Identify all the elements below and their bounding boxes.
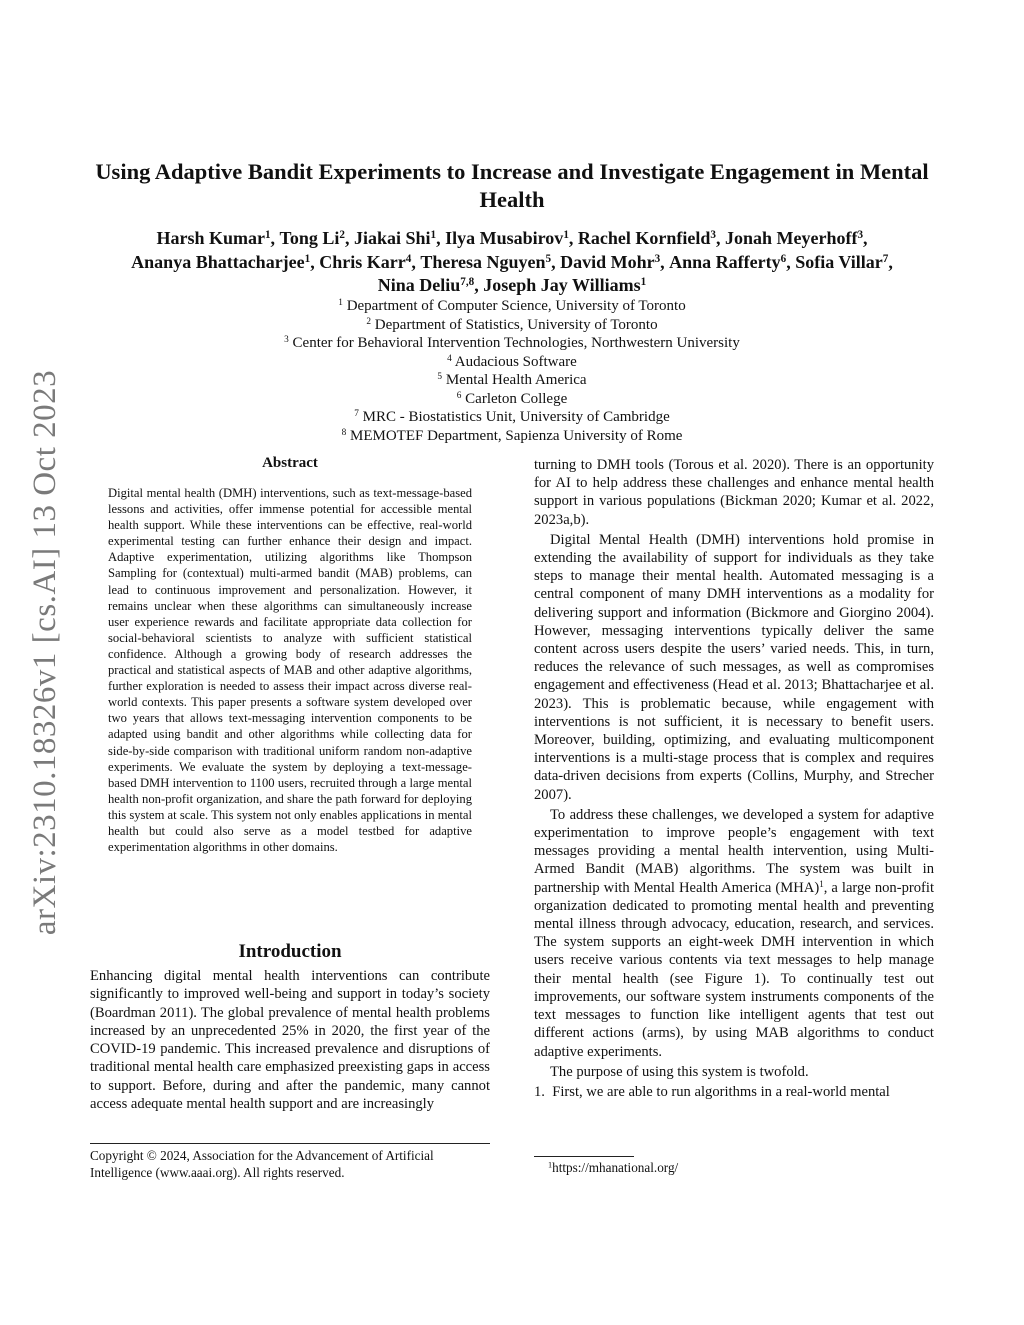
author: Sofia Villar$^7$, <box>795 251 893 272</box>
introduction-text: Enhancing digital mental health interventions can contribute significantly to improved well-being and support in today’s society (Boardman 2011). The global prevalence of mental health problems increased by an unprecedented 25% in 2020, the first year of the COVID-19 pandemic. This increased prevalence and disruptions of traditional mental health care emphasized preexisting gaps in access to support. Before, during and after the pandemic, many cannot access adequate mental health support and are increasingly <box>90 968 490 1113</box>
author-list <box>100 227 924 298</box>
arxiv-stamp-text: arXiv:2310.18326v1 [cs.AI] 13 Oct 2023 <box>27 369 64 936</box>
author: Ilya Musabirov$^1$, <box>445 228 578 248</box>
paragraph: To address these challenges, we developed a system for adaptive experimentation to improve people’s engagement with text messages providing a mental health intervention, using Multi-Armed Bandit (MAB) algorithms. The system was built in partnership with Mental Health America (MHA)$^1$, a large non-profit organization dedicated to promoting mental health and preventing mental illness through advocacy, education, research, and services. The system supports an eight-week DMH intervention in which users receive various contents via text messages to help manage their mental health (see Figure 1). To continually test out improvements, our software system instruments components of the text messages to function like intelligent agents that test out different actions (arms), by using MAB algorithms to conduct adaptive experiments. <box>534 806 935 1060</box>
author: Theresa Nguyen$^5$, <box>420 251 561 272</box>
list-item: 1. First, we are able to run algorithms in a real-world mental <box>534 1083 890 1100</box>
footnote-link[interactable]: https://mhanational.org/ <box>552 1160 679 1175</box>
author: Ananya Bhattacharjee$^1$, <box>131 251 320 272</box>
copyright-notice: Copyright © 2024, Association for the Advancement of Artificial Intelligence (www.aaai.org). All rights reserved. <box>90 1143 490 1181</box>
paragraph: turning to DMH tools (Torous et al. 2020). There is an opportunity for AI to help address these challenges and enhance mental health support in various populations (Bickman 2020; Kumar et al. 2022, 2023a,b). <box>534 457 934 528</box>
author: Jonah Meyerhoff$^3$, <box>724 228 868 248</box>
footnote: $^1$https://mhanational.org/ <box>548 1160 679 1175</box>
author: David Mohr$^3$, <box>560 251 670 272</box>
affiliation: $^3$ Center for Behavioral Intervention Technologies, Northwestern University <box>284 334 740 351</box>
author: Tong Li$^2$, <box>279 228 354 248</box>
affiliation: $^8$ MEMOTEF Department, Sapienza University of Rome <box>341 427 683 444</box>
affiliation: $^4$ Audacious Software <box>447 353 577 370</box>
abstract-text: Digital mental health (DMH) interventions, such as text-message-based lessons and activities, offer immense potential for accessible mental health support. While these interventions can be effective, real-world experimental testing can further enhance their design and impact. Adaptive experimentation, utilizing algorithms like Thompson Sampling for (contextual) multi-armed bandit (MAB) problems, can lead to continuous improvement and personalization. However, it remains unclear when these algorithms can simultaneously increase user experience rewards and facilitate appropriate data collection for social-behavioral scientists to analyze with sufficient statistical confidence. Although a growing body of research addresses the practical and statistical aspects of MAB and other adaptive algorithms, further exploration is needed to assess their impact across diverse real-world contexts. This paper presents a software system developed over two years that allows text-messaging intervention components to be adapted using bandit and other algorithms while collecting data for side-by-side comparison with traditional uniform random non-adaptive experiments. We evaluate the system by deploying a text-message-based DMH intervention to 1100 users, recruited through a large mental health non-profit organization, and share the path forward for deploying this system at scale. This system not only enables applications in mental health but could also serve as a model testbed for adaptive experimentation algorithms in other domains. <box>108 486 472 855</box>
paper-title: Using Adaptive Bandit Experiments to Increase and Investigate Engagement in Mental Health <box>95 159 929 212</box>
author: Anna Rafferty$^6$, <box>669 251 796 272</box>
introduction-heading: Introduction <box>238 941 342 962</box>
footnote-rule <box>534 1156 634 1157</box>
paragraph: The purpose of using this system is twofold. <box>550 1063 809 1080</box>
affiliation: $^1$ Department of Computer Science, University of Toronto <box>338 297 686 314</box>
affiliation-list <box>150 297 874 445</box>
affiliation: $^6$ Carleton College <box>456 390 568 407</box>
affiliation: $^2$ Department of Statistics, University of Toronto <box>366 316 658 333</box>
author: Rachel Kornfield$^3$, <box>577 228 725 248</box>
author: Chris Karr$^4$, <box>319 251 421 272</box>
paragraph: Digital Mental Health (DMH) interventions hold promise in extending the availability of support for individuals as they take steps to manage their mental health. Automated messaging is a central component of many DMH interventions as a modality for delivering support and information (Bickmore and Giorgino 2004). However, messaging interventions typically deliver the same content across users despite the users’ varied needs. This, in turn, reduces the relevance of such messages, as well as compromises engagement and effectiveness (Head et al. 2013; Bhattacharjee et al. 2023). This is problematic because, while engagement with interventions is not sufficient, it is necessary to benefit users. Moreover, building, optimizing, and evaluating multicomponent interventions is a multi-stage process that is complex and requires data-driven decisions from experts (Collins, Murphy, and Strecher 2007). <box>534 531 934 803</box>
footnote-ref: 1 <box>819 878 824 889</box>
right-column <box>534 456 934 1103</box>
arxiv-stamp <box>18 365 74 940</box>
author: Harsh Kumar$^1$, <box>156 228 280 248</box>
author: Joseph Jay Williams$^1$ <box>483 275 647 295</box>
author: Jiakai Shi$^1$, <box>354 228 446 248</box>
abstract-heading: Abstract <box>262 455 318 471</box>
author: Nina Deliu$^{7,8}$, <box>377 275 484 295</box>
affiliation: $^7$ MRC - Biostatistics Unit, University of Cambridge <box>354 408 670 425</box>
affiliation: $^5$ Mental Health America <box>437 371 587 388</box>
